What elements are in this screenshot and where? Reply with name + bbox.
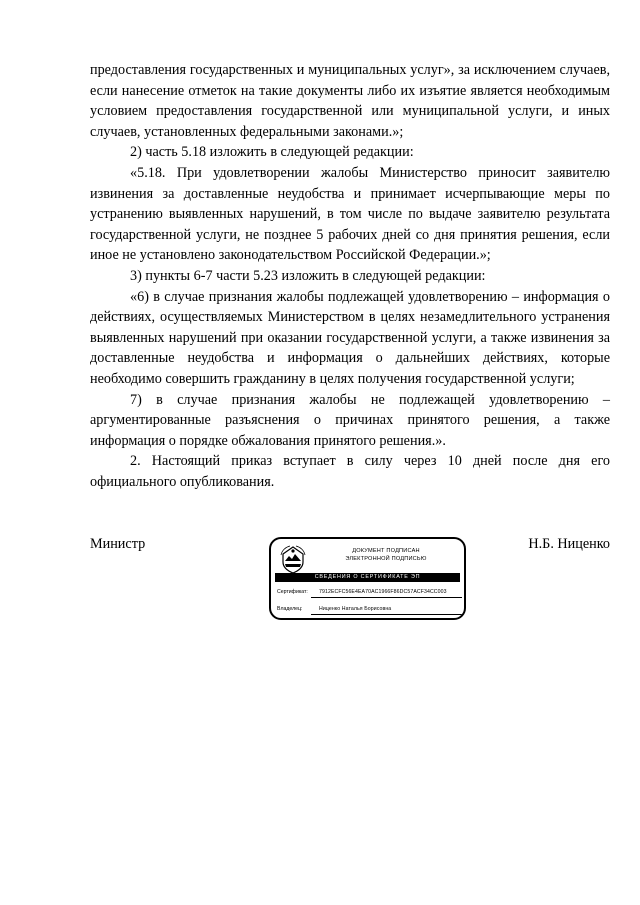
paragraph-effective-date: 2. Настоящий приказ вступает в силу через 10 дней после дня его официального опубликования.	[90, 453, 610, 490]
owner-underline	[311, 614, 462, 615]
stamp-header-line-1: ДОКУМЕНТ ПОДПИСАН	[352, 548, 420, 554]
electronic-signature-stamp	[269, 537, 466, 620]
stamp-certificate-bar: СВЕДЕНИЯ О СЕРТИФИКАТЕ ЭП	[275, 573, 460, 582]
paragraph-item-3: 3) пункты 6-7 части 5.23 изложить в следующей редакции:	[130, 267, 486, 284]
certificate-underline	[311, 597, 462, 598]
paragraph-item-5-18: «5.18. При удовлетворении жалобы Министерство приносит заявителю извинения за доставленные неудобства и принимает исчерпывающие меры по устранению выявленных нарушений, в том числе по выдаче заявителю результата государственной услуги, не позднее 5 рабочих дней со дня принятия решения, если иное не установлено законодательством Российской Федерации.»;	[90, 164, 610, 264]
signatory-title: Министр	[90, 536, 146, 552]
stamp-header	[311, 547, 461, 563]
certificate-label: Сертификат:	[277, 589, 308, 595]
paragraph-item-6: «6) в случае признания жалобы подлежащей удовлетворению – информация о действиях, осуществляемых Министерством в целях незамедлительного устранения выявленных нарушений при оказании государственной услуги, а также извинения за доставленные неудобства и информация о дальнейших действиях, которые необходимо совершить гражданину в целях получения государственной услуги;	[90, 288, 610, 387]
owner-value: Ниценко Наталья Борисовна	[319, 606, 392, 612]
paragraph-item-7: 7) в случае признания жалобы не подлежащей удовлетворению – аргументированные разъяснения о причинах принятого решения, а также информация о порядке обжалования принятого решения.».	[90, 391, 610, 449]
signatory-name: Н.Б. Ниценко	[528, 536, 610, 552]
regional-coat-of-arms-icon	[280, 544, 306, 574]
document-body	[90, 60, 610, 492]
paragraph-continuation: предоставления государственных и муниципальных услуг», за исключением случаев, если нанесение отметок на такие документы либо их изъятие является необходимым условием предоставления государственной или муниципальной услуги, и иных случаев, установленных федеральными законами.»;	[90, 62, 610, 140]
owner-label: Владелец:	[277, 606, 303, 612]
certificate-value: 7912ECFC56E4EA70AC1966F86DC57ACF34CC003	[319, 589, 447, 595]
signature-block	[90, 530, 610, 630]
paragraph-item-2: 2) часть 5.18 изложить в следующей редакции:	[130, 144, 414, 161]
stamp-header-line-2: ЭЛЕКТРОННОЙ ПОДПИСЬЮ	[345, 556, 427, 562]
